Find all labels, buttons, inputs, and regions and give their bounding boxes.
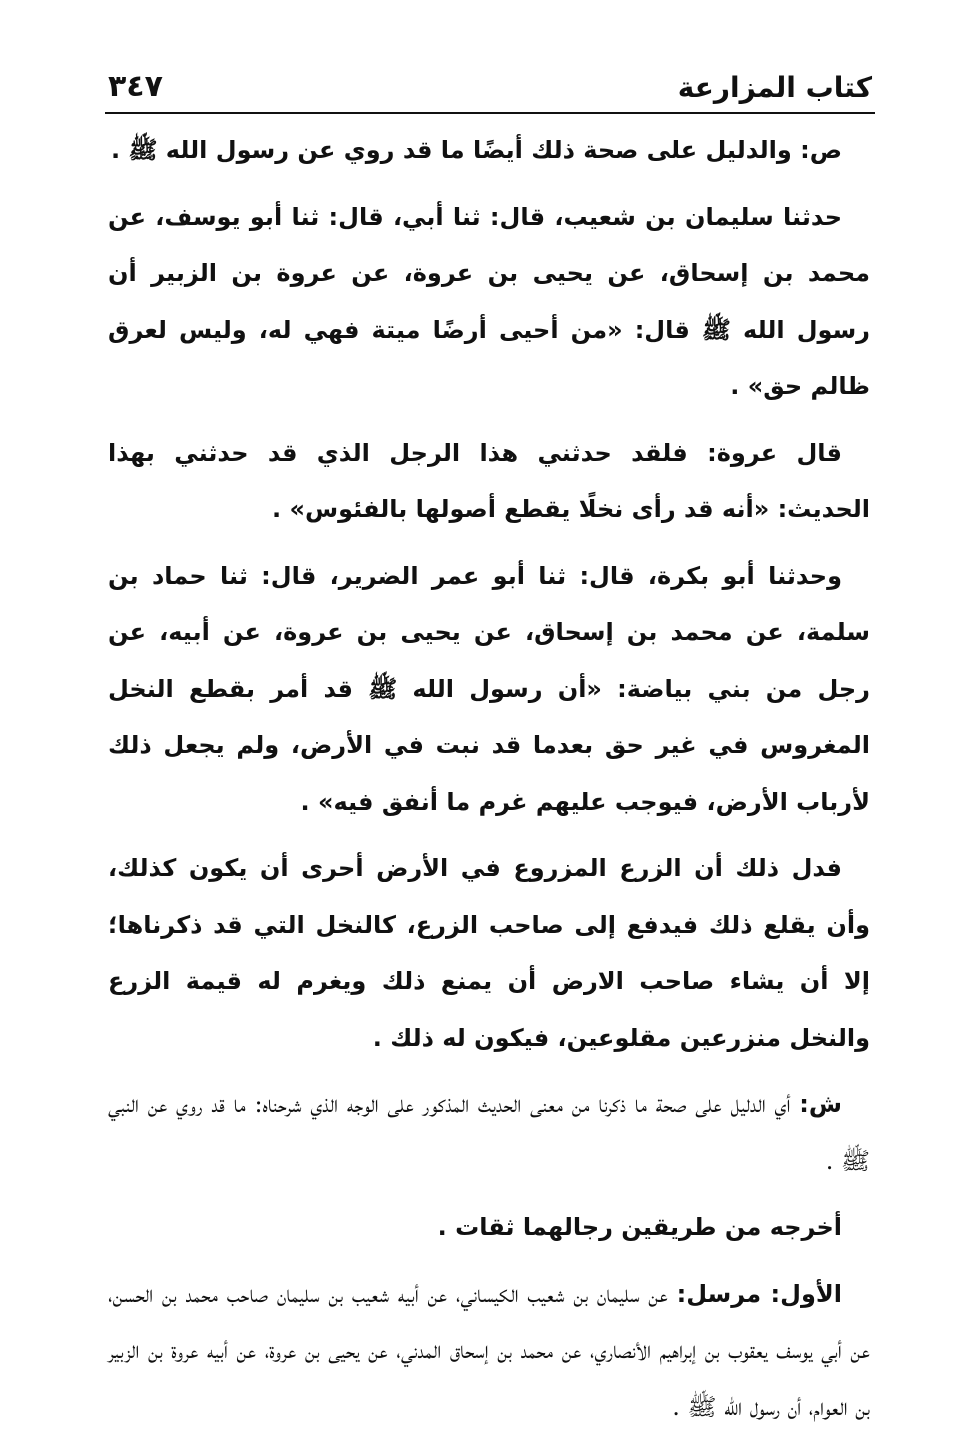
paragraph-8-lead: الأول: مرسل:: [676, 1279, 842, 1308]
paragraph-6-lead: ش:: [799, 1090, 842, 1118]
paragraph-3: [108, 425, 870, 538]
header-rule: [105, 112, 875, 114]
body-text: [108, 122, 870, 1445]
paragraph-8: [108, 1266, 870, 1436]
paragraph-2: [108, 189, 870, 415]
paragraph-7: [108, 1199, 870, 1256]
paragraph-2-text: حدثنا سليمان بن شعيب، قال: ثنا أبي، قال: ثنا أبو يوسف، عن محمد بن إسحاق، عن يحيى بن عروة، عن عروة بن الزبير أن رسول الله ﷺ قال: «من أحيى أرضًا ميتة فهي له، وليس لعرق ظالم حق» .: [108, 202, 870, 400]
paragraph-7-text: أخرجه من طريقين رجالهما ثقات .: [437, 1213, 842, 1241]
paragraph-1-text: ص: والدليل على صحة ذلك أيضًا ما قد روي عن رسول الله ﷺ .: [110, 136, 842, 164]
paragraph-5-text: فدل ذلك أن الزرع المزروع في الأرض أحرى أن يكون كذلك، وأن يقلع ذلك فيدفع إلى صاحب الزرع، كالنخل التي قد ذكرناها؛ إلا أن يشاء صاحب الارض أن يمنع ذلك ويغرم له قيمة الزرع والنخل منزرعين مقلوعين، فيكون له ذلك .: [108, 854, 870, 1052]
paragraph-6-text: أي الدليل على صحة ما ذكرنا من معنى الحديث المذكور على الوجه الذي شرحناه: ما قد روي عن النبي ﷺ .: [108, 1090, 870, 1175]
page-header: [108, 52, 872, 104]
paragraph-6: [108, 1076, 870, 1189]
paragraph-8-text: عن سليمان بن شعيب الكيساني، عن أبيه شعيب بن سليمان صاحب محمد بن الحسن، عن أبي يوسف يعقوب بن إبراهيم الأنصاري، عن محمد بن إسحاق المدني، عن يحيى بن عروة، عن أبيه عروة بن الزبير بن العوام، أن رسول الله ﷺ .: [108, 1279, 871, 1421]
paragraph-3-text: قال عروة: فلقد حدثني هذا الرجل الذي قد حدثني بهذا الحديث: «أنه قد رأى نخلًا يقطع أصولها بالفئوس» .: [108, 438, 870, 523]
paragraph-5: [108, 840, 870, 1066]
page-number: ٣٤٧: [108, 69, 163, 104]
book-title: كتاب المزارعة: [677, 71, 872, 104]
paragraph-4-text: وحدثنا أبو بكرة، قال: ثنا أبو عمر الضرير، قال: ثنا حماد بن سلمة، عن محمد بن إسحاق، عن يحيى بن عروة، عن أبيه، عن رجل من بني بياضة: «أن رسول الله ﷺ قد أمر بقطع النخل المغروس في غير حق بعدما قد نبت في الأرض، ولم يجعل ذلك لأرباب الأرض، فيوجب عليهم غرم ما أنفق فيه» .: [108, 561, 870, 816]
paragraph-4: [108, 548, 870, 831]
paragraph-1: [108, 122, 870, 179]
